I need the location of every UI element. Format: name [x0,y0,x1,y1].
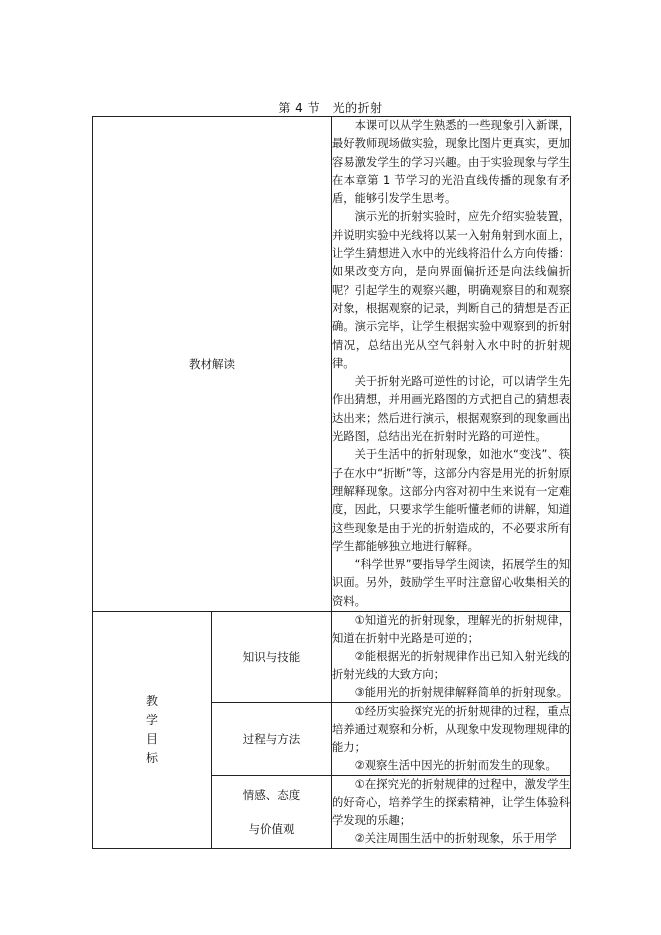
emotion-label-line1: 情感、态度 [242,788,301,803]
knowledge-item: ③能用光的折射规律解释简单的折射现象。 [354,686,569,700]
objectives-label-cell [93,612,212,849]
emotion-label-line2: 与价值观 [248,822,295,837]
textbook-content-cell [332,117,571,612]
emotion-content-cell [332,776,571,849]
label-spacer [212,803,331,821]
process-label-cell [212,703,332,776]
textbook-paragraph: 本课可以从学生熟悉的一些现象引入新课，最好教师现场做实验，现象比图片更真实，更加容易激发学生的学习兴趣。由于实验现象与学生在本章第 1 节学习的光沿直线传播的现象有矛盾，能够引发学生思考。 [332,119,570,206]
process-item: ①经历实验探究光的折射规律的过程，重点培养通过观察和分析，从现象中发现物理规律的能力； [332,705,570,755]
objectives-label-char: 教 [145,694,158,709]
knowledge-content-cell [332,612,571,703]
objectives-label-char: 学 [145,713,158,728]
process-item: ②观察生活中因光的折射而发生的现象。 [354,759,557,773]
textbook-label: 教材解读 [189,357,235,371]
textbook-paragraph: 关于折射光路可逆性的讨论，可以请学生先作出猜想，并用画光路图的方式把自己的猜想表达出来；然后进行演示，根据观察到的现象画出光路图，总结出光在折射时光路的可逆性。 [332,375,570,444]
process-label: 过程与方法 [242,732,301,747]
textbook-paragraph: “科学世界”要指导学生阅读，拓展学生的知识面。另外，鼓励学生平时注意留心收集相关的资料。 [332,558,570,608]
objective-knowledge-row [93,612,571,703]
knowledge-label-cell [212,612,332,703]
objectives-label-char: 标 [145,751,158,766]
process-content-cell [332,703,571,776]
knowledge-item: ①知道光的折射现象，理解光的折射规律，知道在折射中光路是可逆的； [332,614,570,646]
lesson-table [92,116,571,849]
emotion-item: ①在探究光的折射规律的过程中，激发学生的好奇心，培养学生的探索精神，让学生体验科学发现的乐趣； [332,778,570,828]
textbook-paragraph: 关于生活中的折射现象，如池水“变浅”、筷子在水中“折断”等，这部分内容是用光的折射原理解释现象。这部分内容对初中生来说有一定难度，因此，只要求学生能听懂老师的讲解，知道这些现象是由于光的折射造成的，不必要求所有学生都能够独立地进行解释。 [332,448,570,553]
knowledge-label: 知识与技能 [242,650,301,665]
textbook-label-cell [93,117,332,612]
textbook-paragraph: 演示光的折射实验时，应先介绍实验装置，并说明实验中光线将以某一入射角射到水面上，让学生猜想进入水中的光线将沿什么方向传播：如果改变方向，是向界面偏折还是向法线偏折呢？引起学生的观察兴趣，明确观察目的和观察对象，根据观察的记录，判断自己的猜想是否正确。演示完毕，让学生根据实验中观察到的折射情况，总结出光从空气斜射入水中时的折射规律。 [332,210,570,370]
objectives-label-char: 目 [145,732,158,747]
emotion-item: ②关注周围生活中的折射现象，乐于用学 [354,832,557,846]
knowledge-item: ②能根据光的折射规律作出已知入射光线的折射光线的大致方向； [332,650,570,682]
textbook-row [93,117,571,612]
page-title: 第 4 节 光的折射 [278,101,383,115]
emotion-label-cell [212,776,332,849]
